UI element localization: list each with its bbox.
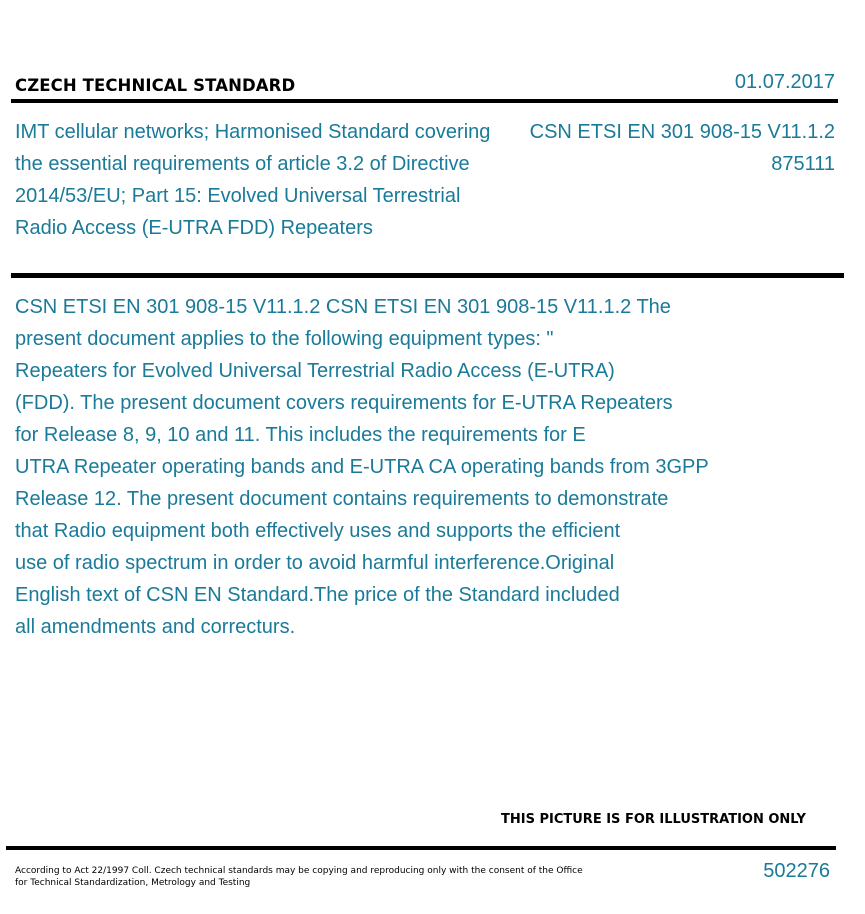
description-line: Release 12. The present document contains requirements to demonstrate — [15, 488, 669, 510]
title-line: 2014/53/EU; Part 15: Evolved Universal Terrestrial — [15, 185, 461, 207]
description — [15, 291, 709, 643]
description-line: present document applies to the following equipment types: " — [15, 328, 554, 350]
title-line: IMT cellular networks; Harmonised Standard covering — [15, 121, 491, 143]
description-line: use of radio spectrum in order to avoid harmful interference.Original — [15, 552, 615, 574]
page-number: 502276 — [763, 860, 830, 882]
description-line: all amendments and correcturs. — [15, 616, 296, 638]
legal-line: According to Act 22/1997 Coll. Czech technical standards may be copying and reproducing only with the consent of the Office — [15, 866, 583, 876]
description-line: UTRA Repeater operating bands and E-UTRA CA operating bands from 3GPP — [15, 456, 709, 478]
title-line: Radio Access (E-UTRA FDD) Repeaters — [15, 217, 373, 239]
legal-notice — [15, 865, 583, 889]
illustration-note: THIS PICTURE IS FOR ILLUSTRATION ONLY — [501, 812, 806, 827]
legal-line: for Technical Standardization, Metrology and Testing — [15, 878, 251, 888]
description-line: for Release 8, 9, 10 and 11. This includes the requirements for E — [15, 424, 586, 446]
description-line: English text of CSN EN Standard.The price of the Standard included — [15, 584, 620, 606]
catalog-number: 875111 — [771, 153, 835, 175]
document-title — [15, 116, 490, 244]
header-rule — [11, 99, 838, 103]
description-line: CSN ETSI EN 301 908-15 V11.1.2 CSN ETSI EN 301 908-15 V11.1.2 The — [15, 296, 671, 318]
footer-rule — [6, 846, 836, 850]
title-rule — [11, 273, 844, 278]
issue-date: 01.07.2017 — [734, 71, 835, 93]
description-line: (FDD). The present document covers requirements for E-UTRA Repeaters — [15, 392, 673, 414]
description-line: Repeaters for Evolved Universal Terrestrial Radio Access (E-UTRA) — [15, 360, 615, 382]
description-line: that Radio equipment both effectively uses and supports the efficient — [15, 520, 621, 542]
standard-label: CZECH TECHNICAL STANDARD — [15, 76, 296, 95]
title-line: the essential requirements of article 3.2 of Directive — [15, 153, 470, 175]
standard-code: CSN ETSI EN 301 908-15 V11.1.2 — [529, 121, 835, 143]
